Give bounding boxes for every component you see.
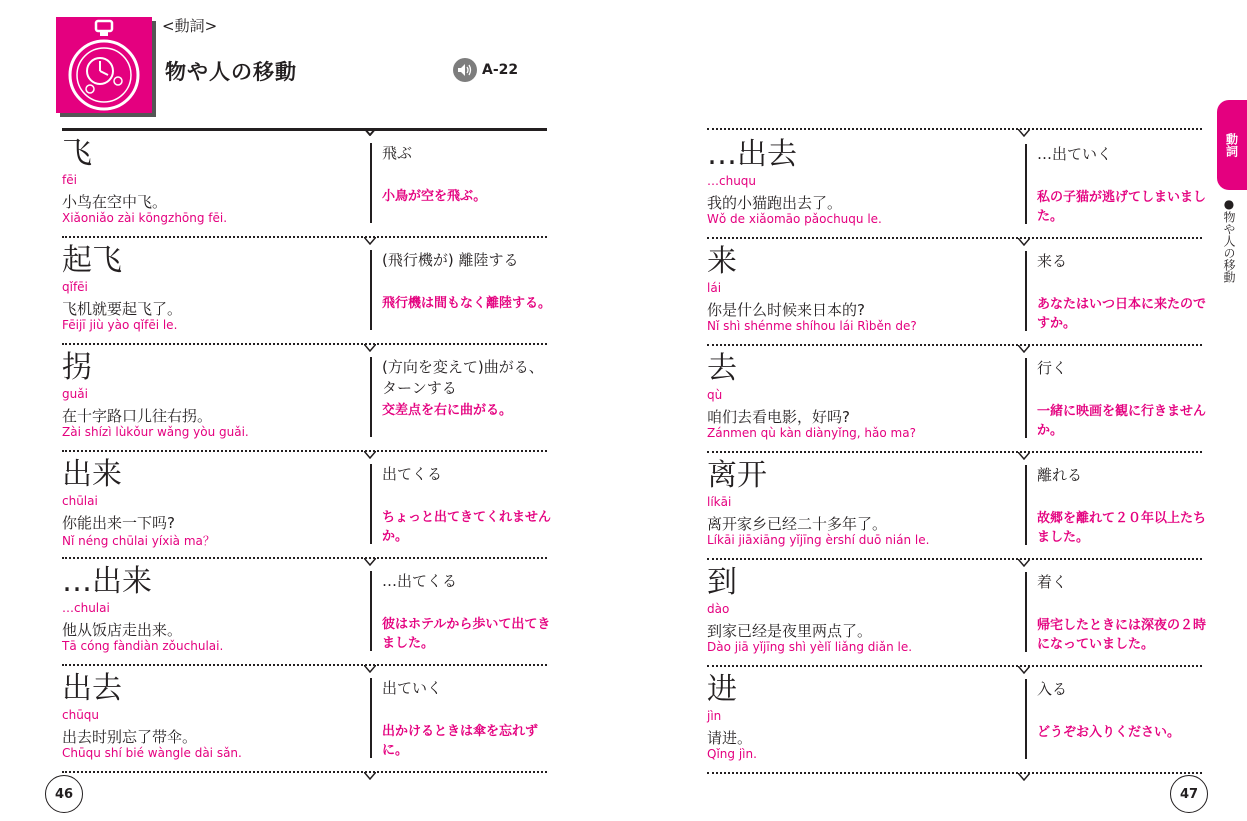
divider-notch bbox=[1018, 773, 1030, 781]
example-pinyin: Qǐng jìn. bbox=[707, 747, 757, 761]
headword-pinyin: jìn bbox=[707, 709, 722, 723]
example-sentence: 你是什么时候来日本的? bbox=[707, 301, 865, 319]
example-pinyin: Nǐ néng chūlai yíxià ma？ bbox=[62, 534, 215, 548]
chapter-tab-sublabel: ●物や人の移動 bbox=[1222, 197, 1236, 283]
headword: 到 bbox=[707, 565, 737, 600]
vocab-entry bbox=[62, 131, 547, 238]
example-sentence: 小鸟在空中飞。 bbox=[62, 193, 168, 211]
japanese-translation: 故郷を離れて２０年以上たちました。 bbox=[1037, 511, 1207, 545]
japanese-translation: 彼はホテルから歩いて出てきました。 bbox=[382, 617, 551, 651]
page-number-left: 46 bbox=[45, 775, 83, 813]
japanese-translation: 飛行機は間もなく離陸する。 bbox=[382, 296, 552, 311]
example-pinyin: Líkāi jiāxiāng yǐjīng èrshí duō nián le. bbox=[707, 533, 930, 547]
column-divider bbox=[370, 464, 374, 544]
japanese-meaning: (方向を変えて)曲がる、ターンする bbox=[382, 358, 544, 397]
headword-pinyin: …chuqu bbox=[707, 174, 757, 188]
left-page-entries bbox=[62, 128, 552, 773]
japanese-translation: 交差点を右に曲がる。 bbox=[382, 403, 513, 418]
japanese-meaning: 離れる bbox=[1037, 466, 1083, 484]
headword: 来 bbox=[707, 244, 737, 279]
vocab-entry bbox=[707, 346, 1207, 453]
japanese-meaning: …出ていく bbox=[1037, 145, 1113, 163]
headword-pinyin: …chulai bbox=[62, 601, 110, 615]
example-pinyin: Tā cóng fàndiàn zǒuchulai. bbox=[62, 639, 224, 653]
japanese-translation: 小鳥が空を飛ぶ。 bbox=[382, 189, 487, 204]
japanese-translation: 一緒に映画を観に行きませんか。 bbox=[1037, 404, 1207, 438]
vocab-entry bbox=[707, 560, 1207, 667]
column-divider bbox=[370, 678, 374, 758]
headword-pinyin: qǐfēi bbox=[62, 280, 88, 294]
column-divider bbox=[1025, 144, 1029, 224]
audio-track-label: A-22 bbox=[482, 62, 519, 78]
japanese-meaning: 出ていく bbox=[382, 679, 443, 697]
part-of-speech-label: <動詞> bbox=[162, 17, 218, 35]
example-sentence: 到家已经是夜里两点了。 bbox=[707, 622, 873, 640]
vocab-entry bbox=[62, 238, 552, 345]
headword: 飞 bbox=[62, 136, 92, 171]
vocab-entry bbox=[707, 453, 1207, 560]
example-pinyin: Nǐ shì shénme shíhou lái Rìběn de? bbox=[707, 319, 917, 333]
vocab-entry bbox=[62, 559, 551, 666]
japanese-meaning: 着く bbox=[1037, 573, 1068, 591]
japanese-meaning: …出てくる bbox=[382, 572, 458, 590]
column-divider bbox=[1025, 358, 1029, 438]
vocab-entry bbox=[62, 345, 547, 452]
example-pinyin: Dào jiā yǐjīng shì yèlǐ liǎng diǎn le. bbox=[707, 640, 913, 654]
example-sentence: 他从饭店走出来。 bbox=[62, 621, 183, 639]
headword-pinyin: lái bbox=[707, 281, 722, 295]
vocab-entry bbox=[707, 667, 1202, 774]
headword: …出去 bbox=[707, 137, 797, 172]
example-pinyin: Wǒ de xiǎomāo pǎochuqu le. bbox=[707, 212, 882, 226]
vocab-entry bbox=[707, 132, 1207, 239]
section-title: 物や人の移動 bbox=[165, 60, 297, 84]
headword: 进 bbox=[707, 672, 737, 707]
chapter-tab[interactable]: 動詞 bbox=[1217, 100, 1247, 190]
vocab-entry bbox=[707, 239, 1207, 346]
headword: 离开 bbox=[707, 458, 767, 493]
japanese-translation: 出かけるときは傘を忘れずに。 bbox=[382, 724, 539, 758]
speaker-icon[interactable] bbox=[453, 58, 477, 82]
vocab-entry bbox=[62, 666, 547, 773]
japanese-meaning: 入る bbox=[1037, 680, 1068, 698]
right-page-entries bbox=[707, 128, 1207, 774]
headword-pinyin: dào bbox=[707, 602, 730, 616]
example-pinyin: Xiǎoniǎo zài kōngzhōng fēi. bbox=[62, 211, 228, 225]
japanese-meaning: (飛行機が) 離陸する bbox=[382, 251, 519, 269]
example-sentence: 你能出来一下吗? bbox=[62, 514, 175, 532]
example-sentence: 在十字路口儿往右拐。 bbox=[62, 407, 213, 425]
column-divider bbox=[1025, 679, 1029, 759]
headword: 去 bbox=[707, 351, 737, 386]
headword-pinyin: guǎi bbox=[62, 387, 88, 401]
stopwatch-icon bbox=[56, 17, 152, 113]
column-divider bbox=[1025, 572, 1029, 652]
example-pinyin: Zài shízì lùkǒur wǎng yòu guǎi. bbox=[62, 425, 249, 439]
example-sentence: 请进。 bbox=[707, 729, 753, 747]
page-number-right: 47 bbox=[1170, 775, 1208, 813]
example-pinyin: Fēijī jiù yào qǐfēi le. bbox=[62, 318, 178, 332]
example-sentence: 咱们去看电影，好吗? bbox=[707, 408, 850, 426]
example-sentence: 出去时别忘了带伞。 bbox=[62, 728, 198, 746]
example-sentence: 我的小猫跑出去了。 bbox=[707, 194, 843, 212]
headword-pinyin: chūqu bbox=[62, 708, 100, 722]
column-divider bbox=[1025, 465, 1029, 545]
headword: …出来 bbox=[62, 564, 152, 599]
japanese-translation: どうぞお入りください。 bbox=[1037, 725, 1181, 740]
headword-pinyin: fēi bbox=[62, 173, 77, 187]
japanese-translation: 私の子猫が逃げてしまいました。 bbox=[1037, 190, 1207, 224]
divider-notch bbox=[364, 772, 376, 780]
headword-pinyin: chūlai bbox=[62, 494, 98, 508]
headword-pinyin: líkāi bbox=[707, 495, 732, 509]
column-divider bbox=[370, 143, 374, 223]
example-pinyin: Zánmen qù kàn diànyǐng, hǎo ma? bbox=[707, 426, 916, 440]
vocab-entry bbox=[62, 452, 552, 559]
column-divider bbox=[370, 250, 374, 330]
japanese-meaning: 来る bbox=[1037, 252, 1068, 270]
audio-track[interactable] bbox=[453, 58, 518, 82]
headword: 出来 bbox=[62, 457, 122, 492]
japanese-meaning: 出てくる bbox=[382, 465, 443, 483]
example-pinyin: Chūqu shí bié wàngle dài sǎn. bbox=[62, 746, 242, 760]
japanese-meaning: 飛ぶ bbox=[382, 144, 413, 162]
example-sentence: 飞机就要起飞了。 bbox=[62, 300, 183, 318]
column-divider bbox=[370, 357, 374, 437]
headword-pinyin: qù bbox=[707, 388, 723, 402]
japanese-translation: あなたはいつ日本に来たのですか。 bbox=[1037, 297, 1207, 331]
japanese-translation: ちょっと出てきてくれませんか。 bbox=[382, 510, 552, 544]
japanese-translation: 帰宅したときには深夜の２時になっていました。 bbox=[1037, 618, 1207, 652]
example-sentence: 离开家乡已经二十多年了。 bbox=[707, 515, 888, 533]
headword: 出去 bbox=[62, 671, 122, 706]
headword: 拐 bbox=[62, 350, 92, 385]
stopwatch-logo bbox=[56, 17, 152, 113]
headword: 起飞 bbox=[62, 243, 122, 278]
japanese-meaning: 行く bbox=[1037, 359, 1068, 377]
column-divider bbox=[1025, 251, 1029, 331]
column-divider bbox=[370, 571, 374, 651]
